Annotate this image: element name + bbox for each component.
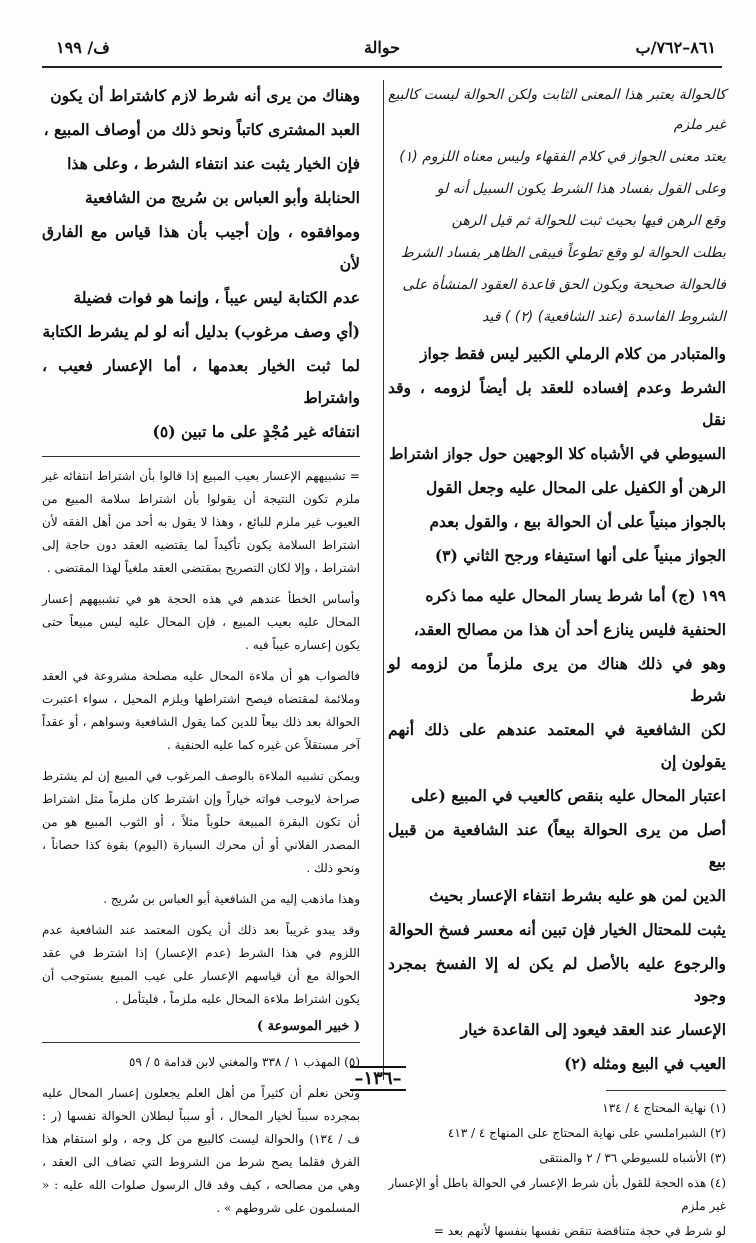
footnote: (١) نهاية المحتاج ٤ / ١٣٤ — [602, 1101, 726, 1115]
footnote: (٥) المهذب ١ / ٣٣٨ والمغني لابن قدامة ٥ / ٥٩ — [129, 1055, 360, 1069]
text-line: وهو في ذلك هناك من يرى ملزماً من لزومه لو شرط — [388, 654, 726, 705]
note-paragraph: = تشبيههم الإعسار بعيب المبيع إذا قالوا بأن اشتراط انتفائه غير ملزم تكون النتيجة أن يقولوا بأن اشتراط سلامة المبيع من العيوب غير ملزم للبائع ، وهذا لا يقول به أحد من أهل الفقه لأن اشتراط السلامة يكون تأكيداً لما يقتضيه العقد دون حاجة إلى اشتراط ، وإلا لكان التصريح بمقتضى العقد ملغياً لهذا المقتضى . — [42, 469, 360, 575]
text-line: فإن الخيار يثبت عند انتفاء الشرط ، وعلى هذا — [67, 154, 360, 173]
right-footnotes — [388, 1097, 726, 1243]
footnote-rule — [606, 1090, 726, 1091]
handwritten-line: فالحوالة صحيحة ويكون الحق قاعدة العقود المنشأة على — [402, 277, 726, 293]
paragraph-number: ١٩٩ — [701, 586, 726, 605]
page-number-text: –١٣٦– — [350, 1066, 405, 1091]
footnote: لو شرط في حجة متناقضة تنقض نفسها بنفسها لأنهم بعد = — [433, 1224, 726, 1238]
text-line: لما ثبت الخيار بعدمها ، أما الإعسار فعيب ، واشتراط — [42, 356, 360, 407]
text-line: يثبت للمحتال الخيار فإن تبين أنه معسر فسخ الحوالة — [388, 920, 726, 939]
page-number — [0, 1068, 756, 1089]
section-label: (ج) أما شرط يسار المحال عليه مما ذكره — [425, 586, 696, 605]
section-199 — [388, 580, 726, 1080]
text-line: (أي وصف مرغوب) بدليل أنه لو لم يشرط الكتابة — [42, 322, 360, 341]
encyclopedia-expert-tag: ( خبير الموسوعة ) — [256, 1019, 360, 1034]
column-divider — [383, 80, 384, 1080]
right-column — [388, 80, 726, 1238]
text-line: بالجواز مبنياً على أن الحوالة بيع ، والقول بعدم — [429, 512, 726, 531]
notes-rule — [42, 456, 360, 457]
left-body-text — [42, 80, 360, 448]
footnote: (٢) الشبراملسي على نهاية المحتاج على المنهاج ٤ / ٤١٣ — [447, 1126, 726, 1140]
handwritten-line: وقع الرهن فيها بحيث ثبت للحوالة ثم قيل الرهن — [451, 213, 726, 229]
handwritten-line: بطلت الحوالة لو وقع تطوعاً فيبقى الظاهر بفساد الشرط — [400, 245, 726, 261]
text-line: انتفائه غير مُجْدٍ على ما تبين (٥) — [152, 422, 360, 441]
text-line: الشرط وعدم إفساده للعقد بل أيضاً لزومه ، وقد نقل — [388, 378, 726, 429]
note-paragraph: وقد يبدو غريباً بعد ذلك أن يكون المعتمد عند الشافعية عدم اللزوم في هذا الشرط (عدم الإعسار) إذا اشترط في عقد الحوالة مع أن قياسهم الإعسار على عيب المبيع يستوجب أن يكون اشتراط ملاءة المحال عليه ملزماً ، فليتأمل . — [42, 923, 360, 1006]
note-paragraph: وهذا ماذهب إليه من الشافعية أبو العباس بن سُريج . — [103, 892, 360, 906]
handwritten-line: يعتد معنى الجواز في كلام الفقهاء وليس معناه اللزوم (١) — [399, 149, 726, 165]
header-title: حوالة — [363, 38, 401, 57]
text-line: والرجوع عليه بالأصل لم يكن له إلا الفسخ بمجرد وجود — [388, 954, 726, 1005]
right-body-text — [388, 338, 726, 572]
footnote: (٤) هذه الحجة للقول بأن شرط الإعسار في الحوالة باطل أو الإعسار غير ملزم — [388, 1176, 726, 1213]
header-volume-ref: ٨٦١–٧٦٢/ب — [635, 38, 716, 57]
note-paragraph: فالصواب هو أن ملاءة المحال عليه مصلحة مشروعة في العقد وملائمة لمقتضاه فيصح اشتراطها ويلزم المحيل ، سواء اعتبرت الحوالة بعد ذلك بيعاً للدين كما يقول الشافعية وسواهم ، أو عقداً آخر مستقلاً عن غيره كما عليه الحنفية . — [42, 669, 361, 752]
section-heading — [388, 580, 726, 612]
footnote-rule — [42, 1042, 360, 1043]
text-line: الحنابلة وأبو العباس بن سُريج من الشافعية — [84, 188, 360, 207]
text-line: الدين لمن هو عليه بشرط انتفاء الإعسار بحيث — [429, 886, 726, 905]
text-line: والمتبادر من كلام الرملي الكبير ليس فقط جواز — [420, 344, 726, 363]
text-line: وموافقوه ، وإن أجيب بأن هذا قياس مع الفارق لأن — [42, 222, 360, 273]
running-header — [42, 30, 722, 64]
text-line: اعتبار المحال عليه بنقص كالعيب في المبيع (على — [411, 786, 726, 805]
text-line: لكن الشافعية في المعتمد عندهم على ذلك أنهم يقولون إن — [388, 720, 726, 771]
text-line: العبد المشترى كاتباً ونحو ذلك من أوصاف المبيع ، — [43, 120, 360, 139]
header-rule — [42, 66, 722, 68]
text-line: العيب في البيع ومثله (٢) — [564, 1054, 726, 1073]
footnote: ونحن نعلم أن كثيراً من أهل العلم يجعلون إعسار المحال عليه بمجرده سبباً لخيار المحال ، أو سبباً لبطلان الحوالة نفسها (ر : ف / ١٣٤) والحوالة ليست كالبيع من كل وجه ، ولو استقام هذا الفرق فقلما يصح شرط من الشروط التي تضاف الى العقد ، وهي من مصالحه ، كيف وقد قال الرسول صلوات الله عليه : « المسلمون على شروطهم » . — [42, 1086, 360, 1215]
text-line: أصل من يرى الحوالة بيعاً) عند الشافعية من قبيل بيع — [388, 820, 726, 871]
text-line: الإعسار عند العقد فيعود إلى القاعدة خيار — [460, 1020, 726, 1039]
text-line: الحنفية فليس ينازع أحد أن هذا من مصالح العقد، — [413, 620, 726, 639]
text-line: عدم الكتابة ليس عيباً ، وإنما هو فوات فضيلة — [73, 288, 360, 307]
left-notes — [42, 465, 360, 1011]
text-line: الجواز مبنياً على أنها استيفاء ورجح الثاني (٣) — [434, 546, 726, 565]
text-line: الرهن أو الكفيل على المحال عليه وجعل القول — [425, 478, 726, 497]
handwritten-line: الشروط الفاسدة (عند الشافعية) (٢) ) قيد — [482, 309, 726, 325]
left-column — [42, 80, 361, 1215]
footnote: (٣) الأشباه للسيوطي ٣٦ / ٢ والمنتقى — [539, 1151, 726, 1165]
handwritten-line: وعلى القول بفساد هذا الشرط يكون السبيل أنه لو — [436, 181, 726, 197]
text-line: السيوطي في الأشباه كلا الوجهين حول جواز اشتراط — [389, 444, 726, 463]
header-paragraph-ref: ف/ ١٩٩ — [56, 38, 110, 57]
text-line: وهناك من يرى أنه شرط لازم كاشتراط أن يكون — [50, 86, 360, 105]
handwritten-line: كالحوالة يعتبر هذا المعنى الثابت ولكن الحوالة ليست كالبيع غير ملزم — [388, 87, 726, 133]
handwritten-annotations — [388, 80, 726, 332]
note-paragraph: ويمكن تشبيه الملاءة بالوصف المرغوب في المبيع إن لم يشترط صراحة لايوجب فواته خياراً وإن اشترط كان ملزماً مثل اشتراط أن تكون البقرة المبيعة حلوباً مثلاً ، أو الثوب المبيع هو من المصدر الفلاني أو أن محرك السيارة (اليوم) بقوة كذا حصاناً ، ونحو ذلك . — [42, 769, 360, 875]
note-paragraph: وأساس الخطأ عندهم في هذه الحجة هو في تشبيههم إعسار المحال عليه بعيب المبيع ، فإن المحال عليه ليس مبيعاً حتى يكون إعساره عيباً فيه . — [42, 592, 360, 652]
